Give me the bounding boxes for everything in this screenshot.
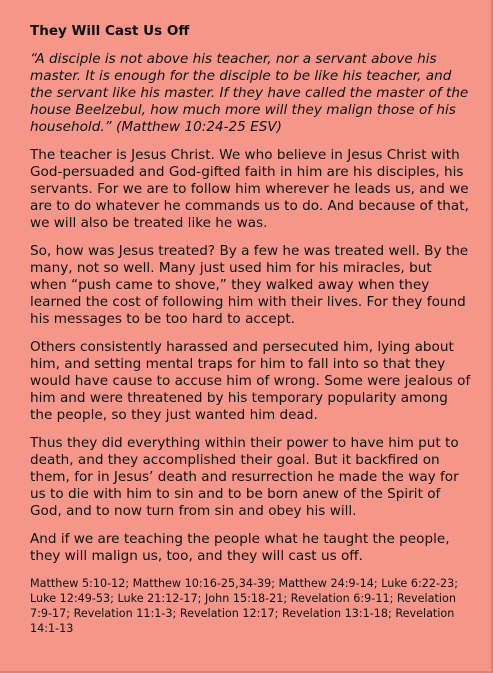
paragraph-5: And if we are teaching the people what he taught the people, they will malign us, too, and they will cast us off. — [30, 531, 450, 564]
scripture-quote: “A disciple is not above his teacher, nor a servant above his master. It is enough for the disciple to be like his teacher, and the servant like his master. If they have called the master of the house Beelzebul, how much more will they malign those of his household.” (Matthew 10:24-25 ESV) — [30, 51, 469, 135]
paragraph-4: Thus they did everything within their power to have him put to death, and they accomplished their goal. But it backfired on them, for in Jesus’ death and resurrection he made the way for us to die with him to sin and to be born anew of the Spirit of God, and to now turn from sin and obey his will. — [30, 435, 459, 519]
paragraph-3: Others consistently harassed and persecuted him, lying about him, and setting mental traps for him to fall into so that they would have cause to accuse him of wrong. Some were jealous of him and were threatened by his temporary popularity among the people, so they just wanted him dead. — [30, 339, 471, 423]
paragraph-2: So, how was Jesus treated? By a few he was treated well. By the many, not so well. Many just used him for his miracles, but when “push came to shove,” they walked away when they learned the cost of following him with their lives. For they found his messages to be too hard to accept. — [30, 243, 469, 327]
article-title: They Will Cast Us Off — [30, 23, 190, 39]
scripture-references: Matthew 5:10-12; Matthew 10:16-25,34-39; Matthew 24:9-14; Luke 6:22-23; Luke 12:49-53; Luke 21:12-17; John 15:18-21; Revelation 6:9-11; Revelation 7:9-17; Revelation 11:1-3; Revelation 12:17; Revelation 13:1-18; Revelation 14:1-13 — [30, 577, 459, 635]
paragraph-1: The teacher is Jesus Christ. We who believe in Jesus Christ with God-persuaded and God-gifted faith in him are his disciples, his servants. For we are to follow him wherever he leads us, and we are to do whatever he commands us to do. And because of that, we will also be treated like he was. — [30, 147, 469, 231]
